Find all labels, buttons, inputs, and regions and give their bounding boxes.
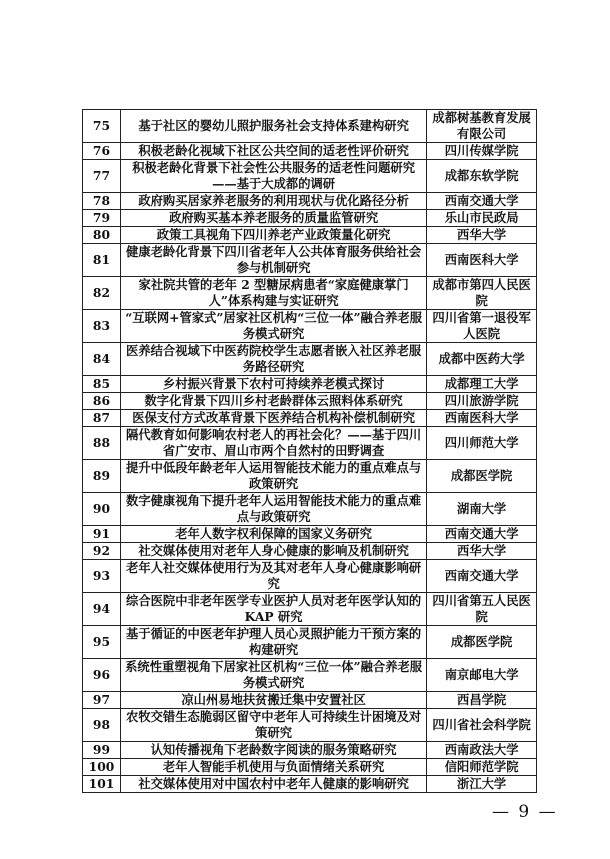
institution: 成都医学院 [427,460,537,493]
project-title: 老年人智能手机使用与负面情绪关系研究 [120,759,426,776]
table-row [83,526,537,543]
institution: 四川省第五人民医院 [427,593,537,626]
row-number: 92 [83,543,121,560]
table-row [83,160,537,193]
institution: 南京邮电大学 [427,659,537,692]
project-table [82,109,537,793]
project-title: 医养结合视域下中医药院校学生志愿者嵌入社区养老服务路径研究 [120,343,426,376]
row-number: 96 [83,659,121,692]
project-title: 乡村振兴背景下农村可持续养老模式探讨 [120,376,426,393]
table-row [83,310,537,343]
institution: 西南医科大学 [427,244,537,277]
table-row [83,659,537,692]
institution: 西昌学院 [427,692,537,709]
institution: 浙江大学 [427,776,537,793]
project-title: 基于循证的中医老年护理人员心灵照护能力干预方案的构建研究 [120,626,426,659]
project-table-body [83,110,537,793]
institution: 成都医学院 [427,626,537,659]
row-number: 93 [83,560,121,593]
project-title: 健康老龄化背景下四川省老年人公共体育服务供给社会参与机制研究 [120,244,426,277]
row-number: 80 [83,227,121,244]
row-number: 100 [83,759,121,776]
table-row [83,343,537,376]
project-title: 系统性重塑视角下居家社区机构“三位一体”融合养老服务模式研究 [120,659,426,692]
project-title: 农牧交错生态脆弱区留守中老年人可持续生计困境及对策研究 [120,709,426,742]
row-number: 83 [83,310,121,343]
project-title: 社交媒体使用对老年人身心健康的影响及机制研究 [120,543,426,560]
project-title: 政府购买居家养老服务的利用现状与优化路径分析 [120,193,426,210]
table-row [83,709,537,742]
institution: 西南交通大学 [427,560,537,593]
row-number: 78 [83,193,121,210]
institution: 成都市第四人民医院 [427,277,537,310]
project-title: 积极老龄化视域下社区公共空间的适老性评价研究 [120,143,426,160]
row-number: 77 [83,160,121,193]
table-row [83,776,537,793]
table-row [83,277,537,310]
institution: 成都树基教育发展有限公司 [427,110,537,143]
table-row [83,759,537,776]
row-number: 101 [83,776,121,793]
project-title: 隔代教育如何影响农村老人的再社会化？——基于四川省广安市、眉山市两个自然村的田野调查 [120,427,426,460]
institution: 西华大学 [427,227,537,244]
row-number: 98 [83,709,121,742]
row-number: 91 [83,526,121,543]
project-title: 综合医院中非老年医学专业医护人员对老年医学认知的 KAP 研究 [120,593,426,626]
project-title: 老年人社交媒体使用行为及其对老年人身心健康影响研究 [120,560,426,593]
page-number: — 9 — [492,802,558,822]
table-row [83,193,537,210]
institution: 四川师范大学 [427,427,537,460]
institution: 西华大学 [427,543,537,560]
row-number: 90 [83,493,121,526]
project-title: 数字健康视角下提升老年人运用智能技术能力的重点难点与政策研究 [120,493,426,526]
table-row [83,244,537,277]
row-number: 75 [83,110,121,143]
table-row [83,393,537,410]
project-title: 社交媒体使用对中国农村中老年人健康的影响研究 [120,776,426,793]
table-row [83,376,537,393]
table-row [83,427,537,460]
table-row [83,227,537,244]
row-number: 94 [83,593,121,626]
table-row [83,493,537,526]
row-number: 85 [83,376,121,393]
project-title: 积极老龄化背景下社会性公共服务的适老性问题研究——基于大成都的调研 [120,160,426,193]
table-row [83,210,537,227]
row-number: 81 [83,244,121,277]
row-number: 88 [83,427,121,460]
table-row [83,460,537,493]
table-row [83,560,537,593]
row-number: 86 [83,393,121,410]
table-row [83,110,537,143]
project-title: 政府购买基本养老服务的质量监管研究 [120,210,426,227]
table-row [83,410,537,427]
row-number: 79 [83,210,121,227]
institution: 信阳师范学院 [427,759,537,776]
institution: 四川旅游学院 [427,393,537,410]
institution: 四川传媒学院 [427,143,537,160]
project-title: 基于社区的婴幼儿照护服务社会支持体系建构研究 [120,110,426,143]
institution: 西南交通大学 [427,193,537,210]
row-number: 89 [83,460,121,493]
row-number: 87 [83,410,121,427]
institution: 四川省社会科学院 [427,709,537,742]
row-number: 82 [83,277,121,310]
institution: 成都东软学院 [427,160,537,193]
institution: 四川省第一退役军人医院 [427,310,537,343]
table-row [83,742,537,759]
table-row [83,543,537,560]
project-title: 医保支付方式改革背景下医养结合机构补偿机制研究 [120,410,426,427]
project-title: 提升中低段年龄老年人运用智能技术能力的重点难点与政策研究 [120,460,426,493]
institution: 西南医科大学 [427,410,537,427]
institution: 西南政法大学 [427,742,537,759]
project-title: 家社院共管的老年 2 型糖尿病患者“家庭健康掌门人”体系构建与实证研究 [120,277,426,310]
table-row [83,626,537,659]
row-number: 76 [83,143,121,160]
row-number: 95 [83,626,121,659]
row-number: 84 [83,343,121,376]
table-row [83,692,537,709]
row-number: 99 [83,742,121,759]
institution: 成都理工大学 [427,376,537,393]
table-row [83,143,537,160]
institution: 成都中医药大学 [427,343,537,376]
institution: 西南交通大学 [427,526,537,543]
project-title: 凉山州易地扶贫搬迁集中安置社区 [120,692,426,709]
institution: 湖南大学 [427,493,537,526]
project-title: 政策工具视角下四川养老产业政策量化研究 [120,227,426,244]
project-title: “互联网+管家式”居家社区机构“三位一体”融合养老服务模式研究 [120,310,426,343]
table-row [83,593,537,626]
project-title: 老年人数字权利保障的国家义务研究 [120,526,426,543]
project-title: 认知传播视角下老龄数字阅读的服务策略研究 [120,742,426,759]
row-number: 97 [83,692,121,709]
project-title: 数字化背景下四川乡村老龄群体云照料体系研究 [120,393,426,410]
institution: 乐山市民政局 [427,210,537,227]
